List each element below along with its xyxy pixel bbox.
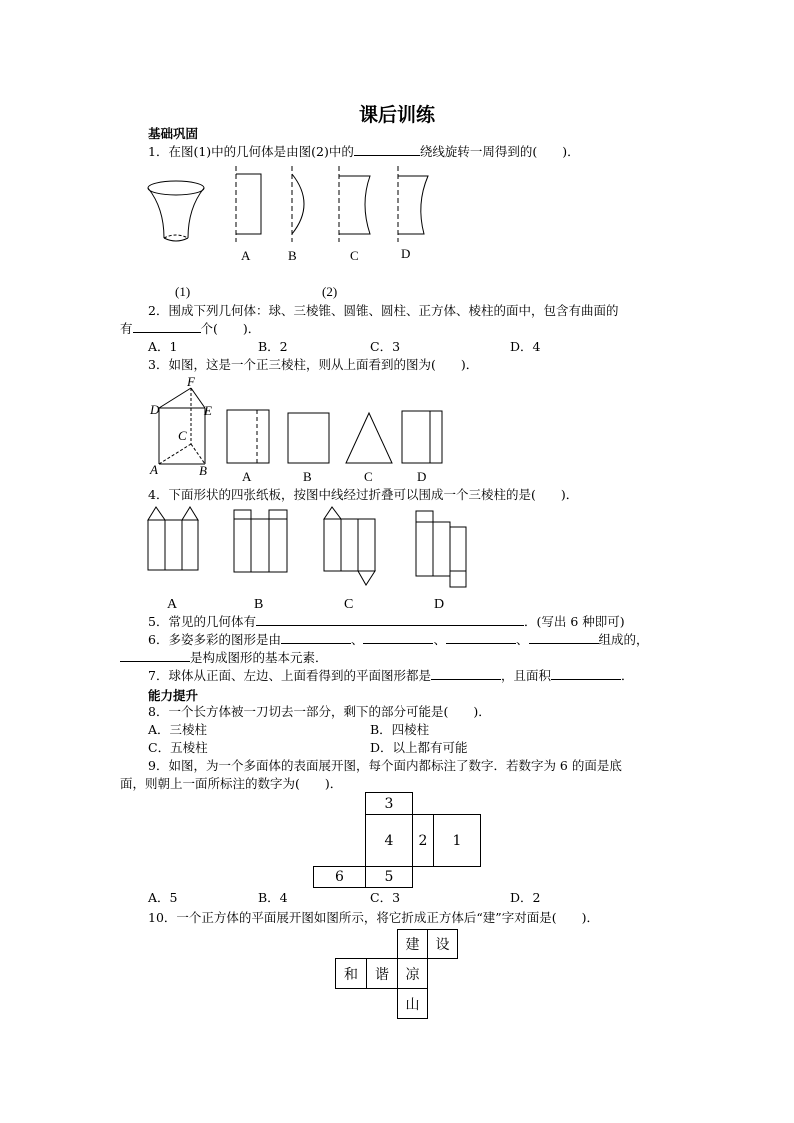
figure-1-label: (1) bbox=[175, 284, 191, 299]
question-5: 5．常见的几何体有 ．(写出 6 种即可) bbox=[148, 614, 625, 629]
question-9-line2: 面，则朝上一面所标注的数字为( )． bbox=[120, 776, 343, 791]
answer-blank[interactable] bbox=[446, 632, 516, 644]
q3-options-figure bbox=[225, 408, 445, 468]
answer-blank[interactable] bbox=[354, 144, 420, 156]
answer-blank[interactable] bbox=[133, 321, 201, 333]
q9-option-b[interactable]: B．4 bbox=[258, 890, 288, 905]
q1-option-c-shape bbox=[339, 166, 370, 242]
vase-solid bbox=[148, 181, 204, 241]
q8-option-a[interactable]: A．三棱柱 bbox=[148, 722, 208, 737]
q8-option-d[interactable]: D．以上都有可能 bbox=[370, 740, 468, 755]
question-6-line2: 是构成图形的基本元素． bbox=[120, 650, 328, 666]
q3-label-b: B bbox=[303, 469, 312, 484]
figure-2-label: (2) bbox=[322, 284, 338, 299]
answer-blank[interactable] bbox=[529, 632, 599, 644]
section-advanced: 能力提升 bbox=[148, 688, 199, 703]
q1-option-a-shape bbox=[236, 166, 261, 242]
net-cell: 和 bbox=[335, 958, 367, 989]
vertex-a: A bbox=[150, 462, 158, 477]
net-cell: 1 bbox=[433, 814, 481, 867]
question-4: 4．下面形状的四张纸板，按图中线经过折叠可以围成一个三棱柱的是( )． bbox=[148, 487, 579, 502]
q4-label-d: D bbox=[434, 597, 445, 612]
q9-option-d[interactable]: D．2 bbox=[510, 890, 541, 905]
net-cell: 6 bbox=[313, 866, 366, 888]
net-cell: 5 bbox=[365, 866, 413, 888]
net-cell: 谐 bbox=[366, 958, 398, 989]
net-cell: 3 bbox=[365, 792, 413, 815]
net-cell: 设 bbox=[427, 929, 458, 959]
section-basic: 基础巩固 bbox=[148, 126, 199, 141]
q4-label-a: A bbox=[167, 597, 178, 612]
question-7: 7．球体从正面、左边、上面看得到的平面图形都是 ，且面积 ． bbox=[148, 668, 634, 683]
net-cell: 2 bbox=[412, 814, 434, 867]
question-9-line1: 9．如图，为一个多面体的表面展开图，每个面内都标注了数字．若数字为 6 的面是底 bbox=[148, 758, 622, 773]
q4-label-c: C bbox=[344, 597, 354, 612]
question-10: 10．一个正方体的平面展开图如图所示，将它折成正方体后“建”字对面是( )． bbox=[148, 910, 599, 925]
question-1: 1．在图(1)中的几何体是由图(2)中的 绕线旋转一周得到的( )． bbox=[148, 144, 580, 159]
vertex-e: E bbox=[204, 403, 212, 418]
q4-label-b: B bbox=[254, 597, 264, 612]
q3-label-d: D bbox=[417, 469, 427, 484]
q8-option-b[interactable]: B．四棱柱 bbox=[370, 722, 430, 737]
q1-label-b: B bbox=[288, 248, 297, 263]
question-2-line1: 2．围成下列几何体：球、三棱锥、圆锥、圆柱、正方体、棱柱的面中，包含有曲面的 bbox=[148, 303, 619, 318]
q1-label-c: C bbox=[350, 248, 359, 263]
question-3: 3．如图，这是一个正三棱柱，则从上面看到的图为( )． bbox=[148, 357, 479, 372]
answer-blank[interactable] bbox=[431, 668, 501, 680]
q8-option-c[interactable]: C．五棱柱 bbox=[148, 740, 208, 755]
q1-option-b-shape bbox=[292, 166, 304, 242]
vertex-b: B bbox=[199, 463, 207, 478]
net-cell: 4 bbox=[365, 814, 413, 867]
q9-option-a[interactable]: A．5 bbox=[148, 890, 178, 905]
q3-label-a: A bbox=[242, 469, 252, 484]
vertex-f: F bbox=[187, 374, 195, 389]
answer-blank[interactable] bbox=[363, 632, 433, 644]
q2-option-a[interactable]: A．1 bbox=[148, 339, 178, 354]
q2-option-b[interactable]: B．2 bbox=[258, 339, 288, 354]
vertex-d: D bbox=[150, 402, 160, 417]
q1-figure bbox=[140, 160, 460, 270]
q1-option-d-shape bbox=[398, 166, 428, 242]
q2-option-d[interactable]: D．4 bbox=[510, 339, 541, 354]
question-8: 8．一个长方体被一刀切去一部分，剩下的部分可能是( )． bbox=[148, 704, 491, 719]
net-cell: 凉 bbox=[397, 958, 428, 989]
answer-blank[interactable] bbox=[281, 632, 351, 644]
q1-label-d: D bbox=[401, 246, 411, 261]
q4-nets-figure bbox=[140, 505, 480, 600]
question-6: 6．多姿多彩的图形是由 、 、 、 组成的， bbox=[148, 632, 649, 647]
question-2-line2: 有 个( )． bbox=[120, 321, 261, 336]
net-cell: 山 bbox=[397, 988, 428, 1019]
net-cell: 建 bbox=[397, 929, 428, 959]
q9-option-c[interactable]: C．3 bbox=[370, 890, 401, 905]
q2-option-c[interactable]: C．3 bbox=[370, 339, 401, 354]
q1-label-a: A bbox=[241, 248, 251, 263]
vertex-c: C bbox=[178, 428, 187, 443]
answer-blank[interactable] bbox=[256, 614, 524, 626]
answer-blank[interactable] bbox=[551, 668, 621, 680]
page-title: 课后训练 bbox=[358, 104, 435, 126]
q3-label-c: C bbox=[364, 469, 373, 484]
answer-blank[interactable] bbox=[120, 650, 190, 662]
